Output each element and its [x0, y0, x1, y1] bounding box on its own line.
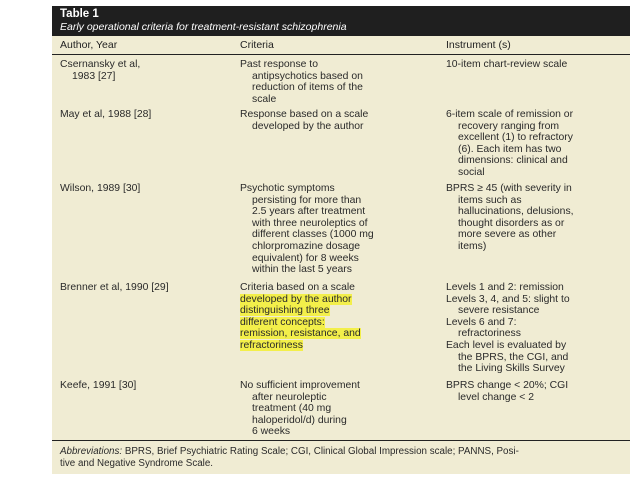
highlighted-text: developed by the author: [240, 293, 352, 305]
cell-line: excellent (1) to refractory: [458, 132, 573, 144]
cell-instrument: [446, 282, 622, 375]
cell-line: chlorpromazine dosage: [252, 240, 361, 252]
cell-criteria: [240, 109, 436, 132]
cell-line: items): [458, 240, 487, 252]
cell-line: No sufficient improvement: [240, 380, 360, 391]
footnote-text-2: tive and Negative Syndrome Scale.: [60, 458, 214, 469]
cell-line: refractoriness: [458, 328, 521, 340]
cell-line: Keefe, 1991 [30]: [60, 380, 137, 391]
header-criteria: Criteria: [240, 39, 274, 51]
cell-line: Levels 6 and 7:: [446, 316, 517, 328]
cell-line: 10-item chart-review scale: [446, 59, 568, 70]
cell-author: [60, 183, 230, 195]
cell-line: items such as: [458, 194, 522, 206]
cell-line: equivalent) for 8 weeks: [252, 252, 359, 264]
cell-line: antipsychotics based on: [252, 70, 363, 82]
cell-line: 6 weeks: [252, 426, 291, 438]
cell-line: more severe as other: [458, 229, 557, 241]
cell-criteria: [240, 380, 436, 438]
cell-line: Psychotic symptoms: [240, 183, 335, 194]
cell-line: Response based on a scale: [240, 109, 369, 120]
cell-line: 2.5 years after treatment: [252, 206, 366, 218]
cell-line: social: [458, 166, 485, 178]
highlighted-text: distinguishing three: [240, 305, 330, 317]
cell-line: the Living Skills Survey: [458, 363, 565, 375]
table-footnote: [52, 440, 630, 470]
cell-line: recovery ranging from: [458, 120, 560, 132]
cell-line: Criteria based on a scale: [240, 282, 355, 293]
cell-author: [60, 59, 230, 82]
cell-line: severe resistance: [458, 305, 540, 317]
cell-author: [60, 380, 230, 392]
highlighted-text: different concepts:: [240, 316, 325, 328]
cell-line: different classes (1000 mg: [252, 229, 374, 241]
cell-line: Past response to: [240, 59, 318, 70]
header-instrument: Instrument (s): [446, 39, 511, 51]
cell-line: hallucinations, delusions,: [458, 206, 574, 218]
table-card: [52, 6, 630, 474]
table-title-bar: [52, 6, 630, 36]
cell-line: Levels 3, 4, and 5: slight to: [446, 293, 570, 305]
cell-line: after neuroleptic: [252, 391, 327, 403]
cell-criteria: [240, 183, 436, 276]
cell-line: 1983 [27]: [72, 70, 116, 82]
table-header-row: [52, 36, 630, 55]
highlighted-text: refractoriness: [240, 339, 303, 351]
cell-line: Brenner et al, 1990 [29]: [60, 282, 169, 293]
cell-line: Each level is evaluated by: [446, 339, 567, 351]
cell-line: Wilson, 1989 [30]: [60, 183, 141, 194]
cell-criteria: [240, 59, 436, 105]
cell-line: with three neuroleptics of: [252, 217, 368, 229]
cell-line: the BPRS, the CGI, and: [458, 351, 569, 363]
header-author: Author, Year: [60, 39, 118, 51]
cell-line: within the last 5 years: [252, 264, 352, 276]
cell-line: (6). Each item has two: [458, 143, 562, 155]
cell-line: level change < 2: [458, 391, 534, 403]
cell-line: dimensions: clinical and: [458, 155, 568, 167]
cell-line: BPRS change < 20%; CGI: [446, 380, 569, 391]
cell-instrument: [446, 109, 622, 179]
cell-line: 6-item scale of remission or: [446, 109, 574, 120]
cell-instrument: [446, 380, 622, 403]
cell-line: Levels 1 and 2: remission: [446, 282, 564, 293]
cell-line: May et al, 1988 [28]: [60, 109, 152, 120]
cell-instrument: [446, 183, 622, 253]
cell-line: thought disorders as or: [458, 217, 565, 229]
cell-line: Csernansky et al,: [60, 59, 141, 70]
cell-instrument: [446, 59, 622, 71]
cell-criteria: [240, 282, 436, 352]
cell-line: scale: [252, 93, 277, 105]
table-title: Table 1: [60, 8, 99, 20]
cell-line: BPRS ≥ 45 (with severity in: [446, 183, 572, 194]
cell-line: treatment (40 mg: [252, 403, 332, 415]
table-subtitle: Early operational criteria for treatment-resistant schizophrenia: [60, 21, 347, 33]
highlighted-text: remission, resistance, and: [240, 328, 361, 340]
cell-line: haloperidol/d) during: [252, 414, 347, 426]
cell-line: persisting for more than: [252, 194, 362, 206]
footnote-label: Abbreviations:: [60, 446, 123, 457]
cell-line: reduction of items of the: [252, 82, 363, 94]
cell-author: [60, 109, 230, 121]
cell-line: developed by the author: [252, 120, 364, 132]
cell-author: [60, 282, 230, 294]
footnote-text: BPRS, Brief Psychiatric Rating Scale; CGI, Clinical Global Impression scale; PANNS, Posi-: [124, 446, 519, 457]
